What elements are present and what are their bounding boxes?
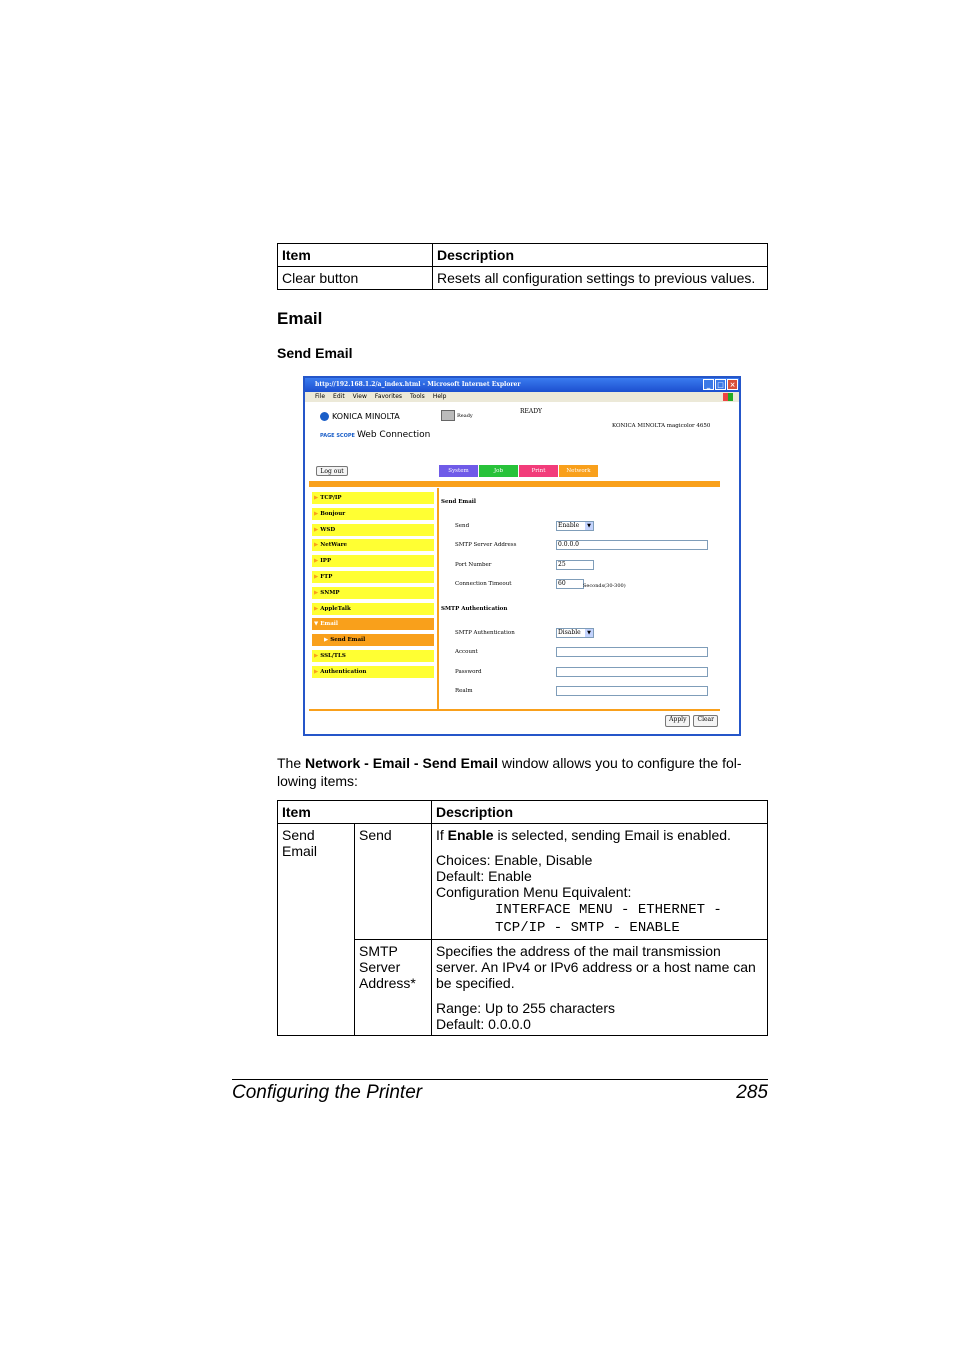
send-select[interactable]: Enable ▼	[556, 521, 594, 531]
connection-timeout-input[interactable]: 60	[556, 579, 584, 589]
intro-paragraph: The Network - Email - Send Email window allows you to configure the fol-lowing items:	[277, 755, 742, 789]
menu-path: Network - Email - Send Email	[305, 755, 498, 771]
printer-model: KONICA MINOLTA magicolor 4650	[612, 423, 711, 429]
header-item: Item	[278, 801, 432, 824]
cell-description: Resets all configuration settings to previous values.	[433, 267, 768, 290]
sidebar-item-authentication[interactable]: ▶ Authentication	[312, 666, 434, 678]
sidebar-item-ssltls[interactable]: ▶ SSL/TLS	[312, 650, 434, 662]
sidebar-divider	[437, 488, 439, 710]
window-title: http://192.168.1.2/a_index.html - Microsoft Internet Explorer	[315, 381, 521, 388]
header-description: Description	[432, 801, 768, 824]
send-label: Send	[455, 523, 470, 529]
password-input[interactable]	[556, 667, 708, 677]
sidebar-item-email[interactable]: ▼ Email	[312, 618, 434, 630]
title-bar	[305, 378, 739, 392]
smtp-server-input[interactable]: 0.0.0.0	[556, 540, 708, 550]
section-title: Email	[277, 309, 323, 328]
header-item: Item	[278, 244, 433, 267]
menu-favorites[interactable]: Favorites	[374, 393, 403, 400]
menu-edit[interactable]: Edit	[333, 393, 345, 400]
tab-system[interactable]: System	[439, 465, 478, 477]
menu-file[interactable]: File	[315, 393, 326, 400]
group-cell: Send Email	[278, 824, 355, 1036]
port-number-label: Port Number	[455, 562, 492, 568]
sidebar-item-tcpip[interactable]: ▶ TCP/IP	[312, 492, 434, 504]
menu-view[interactable]: View	[352, 393, 367, 400]
windows-logo-icon	[723, 393, 733, 401]
sidebar-item-appletalk[interactable]: ▶ AppleTalk	[312, 603, 434, 615]
close-icon[interactable]: ×	[727, 379, 738, 390]
brand-text: KONICA MINOLTA	[332, 412, 400, 421]
sidebar-item-ftp[interactable]: ▶ FTP	[312, 571, 434, 583]
sidebar-item-bonjour[interactable]: ▶ Bonjour	[312, 508, 434, 520]
printer-icon	[441, 410, 455, 421]
apply-button[interactable]: Apply	[665, 715, 690, 727]
konica-minolta-logo	[320, 412, 400, 421]
tab-bar	[439, 465, 598, 477]
send-email-table	[277, 800, 768, 1036]
sidebar-item-wsd[interactable]: ▶ WSD	[312, 524, 434, 536]
footer-divider	[309, 709, 720, 711]
logout-button[interactable]: Log out	[316, 466, 348, 476]
connection-timeout-label: Connection Timeout	[455, 581, 512, 587]
sidebar-item-ipp[interactable]: ▶ IPP	[312, 555, 434, 567]
tab-job[interactable]: Job	[479, 465, 518, 477]
menu-help[interactable]: Help	[432, 393, 447, 400]
clear-button-table	[277, 243, 768, 290]
header-description: Description	[433, 244, 768, 267]
desc-send: If Enable is selected, sending Email is enabled. Choices: Enable, Disable Default: Enable Configuration Menu Equivalent: INTERFACE MENU - ETHERNET - TCP/IP - SMTP - ENABLE	[432, 824, 768, 940]
realm-input[interactable]	[556, 686, 708, 696]
sidebar	[312, 492, 434, 682]
chevron-down-icon: ▼	[585, 629, 593, 637]
pagescope-label: PAGE SCOPE	[320, 433, 355, 439]
minimize-icon[interactable]: _	[703, 379, 714, 390]
port-number-input[interactable]: 25	[556, 560, 594, 570]
cell-item: Clear button	[278, 267, 433, 290]
web-connection-logo	[320, 430, 430, 440]
form-heading-smtp-auth: SMTP Authentication	[441, 606, 508, 612]
smtp-server-label: SMTP Server Address	[455, 542, 517, 548]
item-smtp-server: SMTP Server Address*	[355, 940, 432, 1036]
desc-smtp-server: Specifies the address of the mail transmission server. An IPv4 or IPv6 address or a host name can be specified. Range: Up to 255 characters Default: 0.0.0.0	[432, 940, 768, 1036]
subsection-title: Send Email	[277, 345, 353, 361]
menu-tools[interactable]: Tools	[410, 393, 425, 400]
sidebar-item-netware[interactable]: ▶ NetWare	[312, 539, 434, 551]
menu-bar	[305, 392, 739, 402]
tab-network[interactable]: Network	[559, 465, 598, 477]
footer-rule	[232, 1079, 768, 1080]
sidebar-item-snmp[interactable]: ▶ SNMP	[312, 587, 434, 599]
smtp-auth-label: SMTP Authentication	[455, 630, 515, 636]
password-label: Password	[455, 669, 482, 675]
web-connection-text: Web Connection	[356, 430, 431, 440]
realm-label: Realm	[455, 688, 473, 694]
form-heading-send-email: Send Email	[441, 499, 476, 505]
globe-icon	[320, 412, 329, 421]
tab-print[interactable]: Print	[519, 465, 558, 477]
account-input[interactable]	[556, 647, 708, 657]
timeout-suffix: Seconds(30-300)	[583, 583, 626, 589]
footer-title: Configuring the Printer	[232, 1082, 423, 1103]
browser-screenshot	[303, 376, 741, 736]
page-content	[306, 402, 738, 733]
status-ready-big: READY	[520, 408, 543, 415]
header-divider	[309, 481, 720, 487]
page-number: 285	[736, 1082, 768, 1103]
smtp-auth-select[interactable]: Disable ▼	[556, 628, 594, 638]
account-label: Account	[455, 649, 478, 655]
maximize-icon[interactable]: □	[715, 379, 726, 390]
chevron-down-icon: ▼	[585, 522, 593, 530]
form-buttons	[665, 715, 718, 727]
status-ready: Ready	[457, 413, 473, 419]
item-send: Send	[355, 824, 432, 940]
clear-button[interactable]: Clear	[693, 715, 718, 727]
sidebar-item-send-email[interactable]: ▶ Send Email	[312, 634, 434, 646]
